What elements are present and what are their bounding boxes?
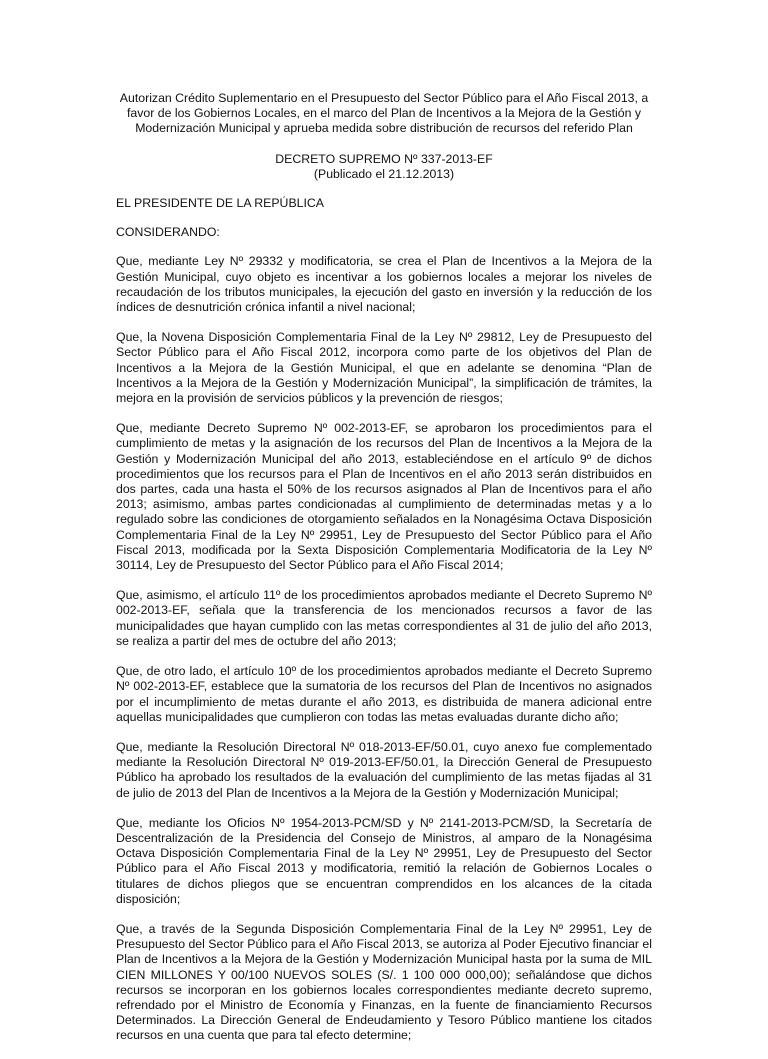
paragraph-5: Que, de otro lado, el artículo 10º de los procedimientos aprobados mediante el Decreto Supremo Nº 002-2013-EF, establece que la sumatoria de los recursos del Plan de Incentivos no asignados por el incumplimiento de metas durante el año 2013, es distribuida de manera adicional entre aquellas municipalidades que cumplieron con todas las metas evaluadas durante dicho año; [116,664,652,724]
issuer-heading: EL PRESIDENTE DE LA REPÚBLICA [116,196,324,211]
paragraph-6: Que, mediante la Resolución Directoral Nº 018-2013-EF/50.01, cuyo anexo fue complementado mediante la Resolución Directoral Nº 019-2013-EF/50.01, la Dirección General de Presupuesto Público ha aprobado los resultados de la evaluación del cumplimiento de las metas fijadas al 31 de julio de 2013 del Plan de Incentivos a la Mejora de la Gestión y Modernización Municipal; [116,739,652,800]
paragraph-4: Que, asimismo, el artículo 11º de los procedimientos aprobados mediante el Decreto Supremo Nº 002-2013-EF, señala que la transferencia de los mencionados recursos a favor de las municipalidades que hayan cumplido con las metas correspondientes al 31 de julio del año 2013, se realiza a partir del mes de octubre del año 2013; [116,588,652,648]
paragraph-3: Que, mediante Decreto Supremo Nº 002-2013-EF, se aprobaron los procedimientos para el cumplimiento de metas y la asignación de los recursos del Plan de Incentivos a la Mejora de la Gestión y Modernización Municipal del año 2013, estableciéndose en el artículo 9º de dichos procedimientos que los recursos para el Plan de Incentivos en el año 2013 serán distribuidos en dos partes, cada una hasta el 50% de los recursos asignados al Plan de Incentivos para el año 2013; asimismo, ambas partes condicionadas al cumplimiento de determinadas metas y a lo regulado sobre las condiciones de otorgamiento señalados en la Nonagésima Octava Disposición Complementaria Final de la Ley Nº 29951, Ley de Presupuesto del Sector Público para el Año Fiscal 2013, modificada por la Sexta Disposición Complementaria Modificatoria de la Ley Nº 30114, Ley de Presupuesto del Sector Público para el Año Fiscal 2014; [116,421,652,573]
considering-heading: CONSIDERANDO: [116,225,220,240]
decree-number: DECRETO SUPREMO Nº 337-2013-EF [275,151,493,166]
document-title: Autorizan Crédito Suplementario en el Presupuesto del Sector Público para el Año Fiscal 2013, a favor de los Gobiernos Locales, en el marco del Plan de Incentivos a la Mejora de la Gestión y Modernización Municipal y aprueba medida sobre distribución de recursos del referido Plan [119,91,649,136]
paragraph-1: Que, mediante Ley Nº 29332 y modificatoria, se crea el Plan de Incentivos a la Mejora de la Gestión Municipal, cuyo objeto es incentivar a los gobiernos locales a mejorar los niveles de recaudación de los tributos municipales, la ejecución del gasto en inversión y la reducción de los índices de desnutrición crónica infantil a nivel nacional; [116,254,652,315]
paragraph-7: Que, mediante los Oficios Nº 1954-2013-PCM/SD y Nº 2141-2013-PCM/SD, la Secretaría de Descentralización de la Presidencia del Consejo de Ministros, al amparo de la Nonagésima Octava Disposición Complementaria Final de la Ley Nº 29951, Ley de Presupuesto del Sector Público para el Año Fiscal 2013 y modificatoria, remitió la relación de Gobiernos Locales o titulares de dichos pliegos que se encuentran comprendidos en los alcances de la citada disposición; [116,815,652,906]
publication-date: (Publicado el 21.12.2013) [313,166,455,181]
paragraph-8: Que, a través de la Segunda Disposición Complementaria Final de la Ley Nº 29951, Ley de Presupuesto del Sector Público para el Año Fiscal 2013, se autoriza al Poder Ejecutivo financiar el Plan de Incentivos a la Mejora de la Gestión y Modernización Municipal hasta por la suma de MIL CIEN MILLONES Y 00/100 NUEVOS SOLES (S/. 1 100 000 000,00); señalándose que dichos recursos se incorporan en los gobiernos locales correspondientes mediante decreto supremo, refrendado por el Ministro de Economía y Finanzas, en la fuente de financiamiento Recursos Determinados. La Dirección General de Endeudamiento y Tesoro Público mantiene los citados recursos en una cuenta que para tal efecto determine; [116,921,652,1043]
paragraph-2: Que, la Novena Disposición Complementaria Final de la Ley Nº 29812, Ley de Presupuesto del Sector Público para el Año Fiscal 2012, incorpora como parte de los objetivos del Plan de Incentivos a la Mejora de la Gestión Municipal, el que en adelante se denomina “Plan de Incentivos a la Mejora de la Gestión y Modernización Municipal”, la simplificación de trámites, la mejora en la provisión de servicios públicos y la prevención de riesgos; [116,330,652,406]
document-page [116,91,652,1059]
decree-header [116,152,652,182]
